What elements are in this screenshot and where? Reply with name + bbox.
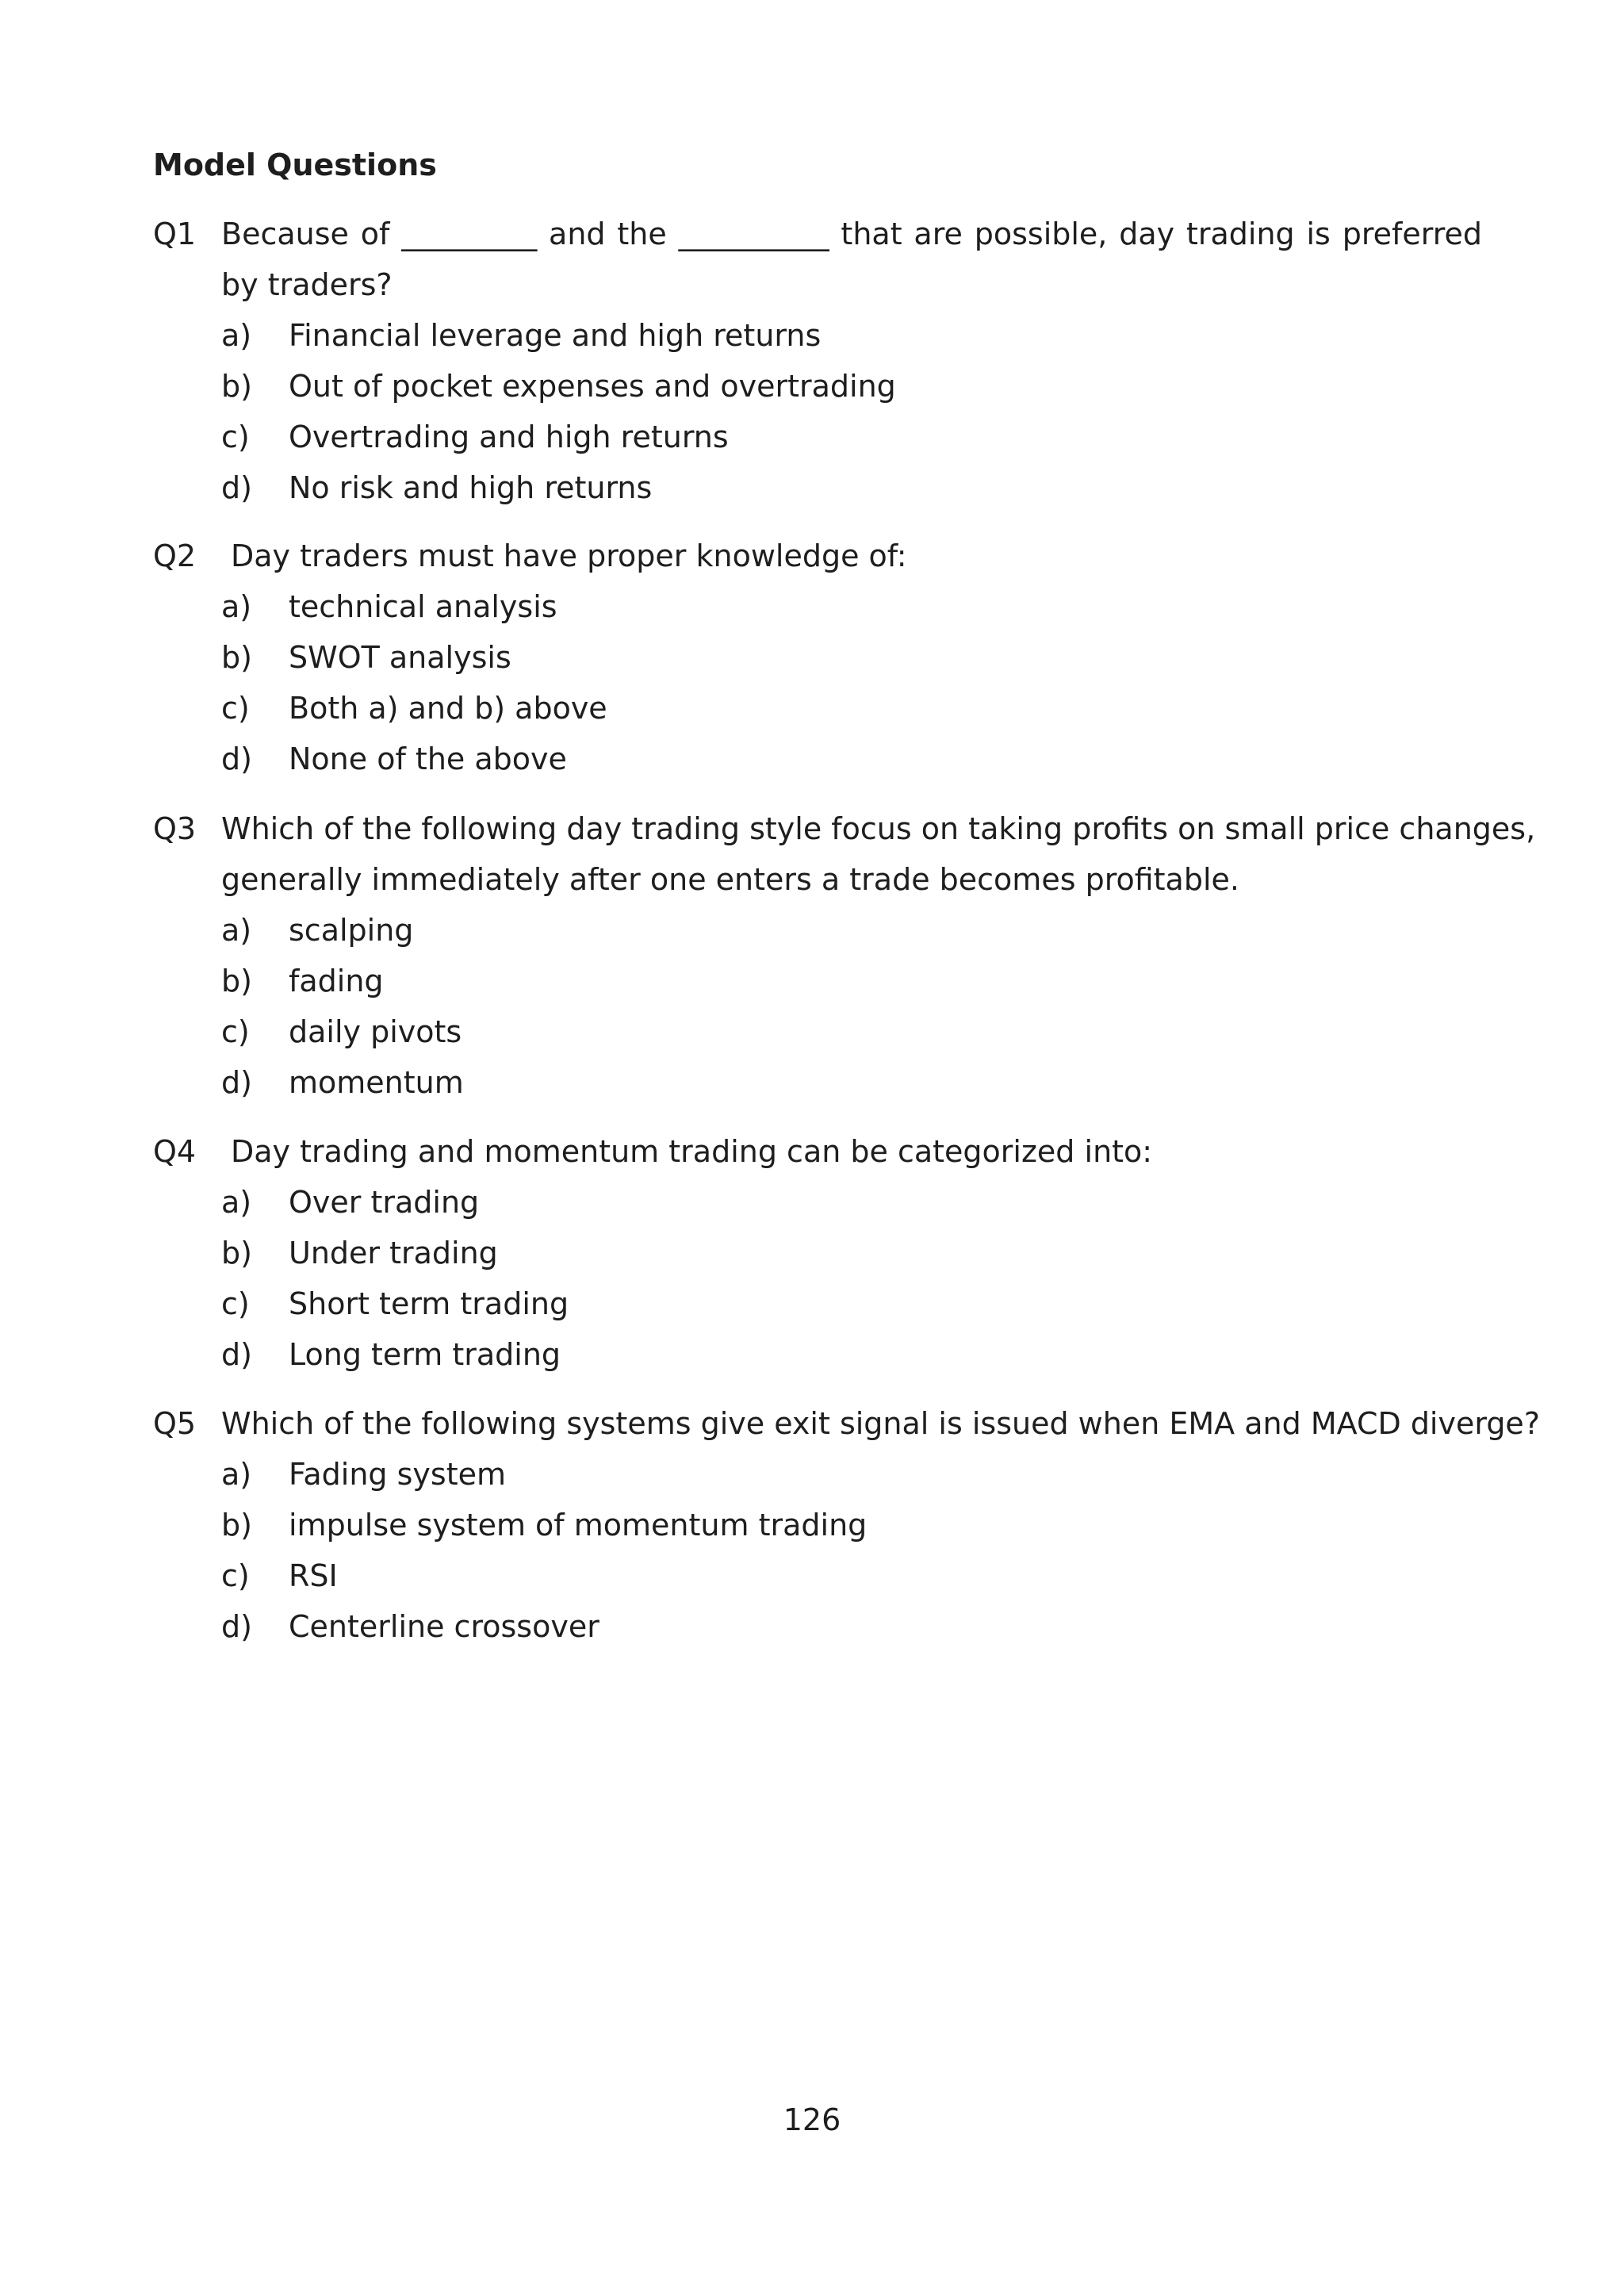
question-stem <box>153 1126 1482 1177</box>
option-c <box>153 1550 1482 1601</box>
option-b <box>153 1228 1482 1278</box>
option-a <box>153 1449 1482 1500</box>
question-stem <box>153 803 1536 854</box>
option-letter: d) <box>221 742 252 776</box>
option-text: None of the above <box>289 742 567 776</box>
option-letter: d) <box>221 1609 252 1644</box>
option-letter: c) <box>221 1558 250 1593</box>
option-b <box>153 956 1482 1006</box>
option-text: SWOT analysis <box>289 640 511 675</box>
question-text: Day trading and momentum trading can be categorized into: <box>231 1134 1153 1169</box>
option-letter: b) <box>221 1508 252 1542</box>
option-letter: c) <box>221 1014 250 1049</box>
page-number: 126 <box>783 2102 841 2137</box>
option-letter: a) <box>221 589 252 624</box>
option-text: Long term trading <box>289 1337 561 1372</box>
option-d <box>153 462 1482 513</box>
option-letter: d) <box>221 1337 252 1372</box>
option-letter: c) <box>221 691 250 726</box>
question-number: Q4 <box>153 1134 197 1169</box>
question-number: Q1 <box>153 217 197 251</box>
question-text: Day traders must have proper knowledge of: <box>231 538 907 573</box>
option-b <box>153 361 1482 412</box>
option-letter: a) <box>221 318 252 353</box>
option-text: technical analysis <box>289 589 557 624</box>
question-number: Q3 <box>153 811 197 846</box>
option-letter: b) <box>221 1236 252 1270</box>
option-text: RSI <box>289 1558 338 1593</box>
option-text: daily pivots <box>289 1014 462 1049</box>
question-text: Which of the following systems give exit signal is issued when EMA and MACD diverge? <box>221 1406 1540 1441</box>
option-letter: a) <box>221 1457 252 1492</box>
question-5 <box>153 1398 1540 1652</box>
question-text: Which of the following day trading style focus on taking profits on small price changes, <box>221 811 1536 846</box>
option-text: Under trading <box>289 1236 498 1270</box>
option-a <box>153 1177 1482 1228</box>
question-number: Q2 <box>153 538 197 573</box>
option-letter: d) <box>221 470 252 505</box>
option-d <box>153 1057 1482 1108</box>
option-a <box>153 310 1482 361</box>
option-text: Short term trading <box>289 1286 569 1321</box>
option-text: Overtrading and high returns <box>289 420 729 454</box>
option-letter: b) <box>221 369 252 404</box>
option-text: scalping <box>289 913 414 948</box>
option-letter: b) <box>221 964 252 998</box>
section-heading: Model Questions <box>153 148 437 182</box>
option-d <box>153 1601 1482 1652</box>
option-b <box>153 1500 1482 1550</box>
option-text: Financial leverage and high returns <box>289 318 822 353</box>
option-c <box>153 683 1482 734</box>
option-letter: c) <box>221 420 250 454</box>
option-text: Both a) and b) above <box>289 691 607 726</box>
option-text: No risk and high returns <box>289 470 653 505</box>
question-text-continued: by traders? <box>221 267 393 302</box>
question-1 <box>153 209 1482 513</box>
option-c <box>153 1278 1482 1329</box>
option-b <box>153 632 1482 683</box>
question-stem <box>153 209 1482 259</box>
option-c <box>153 1006 1482 1057</box>
question-4 <box>153 1126 1482 1380</box>
option-text: fading <box>289 964 384 998</box>
option-letter: b) <box>221 640 252 675</box>
question-text: Because of _________ and the __________ that are possible, day trading is preferred <box>221 217 1482 251</box>
question-2 <box>153 531 1482 784</box>
option-letter: a) <box>221 1185 252 1220</box>
question-stem <box>153 1398 1540 1449</box>
option-a <box>153 581 1482 632</box>
option-d <box>153 734 1482 784</box>
option-text: momentum <box>289 1065 464 1100</box>
option-d <box>153 1329 1482 1380</box>
option-text: Fading system <box>289 1457 506 1492</box>
option-letter: d) <box>221 1065 252 1100</box>
question-text-continued: generally immediately after one enters a trade becomes profitable. <box>221 862 1239 897</box>
option-c <box>153 412 1482 462</box>
option-letter: a) <box>221 913 252 948</box>
question-3 <box>153 803 1536 1108</box>
question-stem <box>153 531 1482 581</box>
option-text: Over trading <box>289 1185 480 1220</box>
option-letter: c) <box>221 1286 250 1321</box>
option-text: Out of pocket expenses and overtrading <box>289 369 896 404</box>
question-number: Q5 <box>153 1406 197 1441</box>
option-a <box>153 905 1482 956</box>
option-text: Centerline crossover <box>289 1609 599 1644</box>
option-text: impulse system of momentum trading <box>289 1508 868 1542</box>
